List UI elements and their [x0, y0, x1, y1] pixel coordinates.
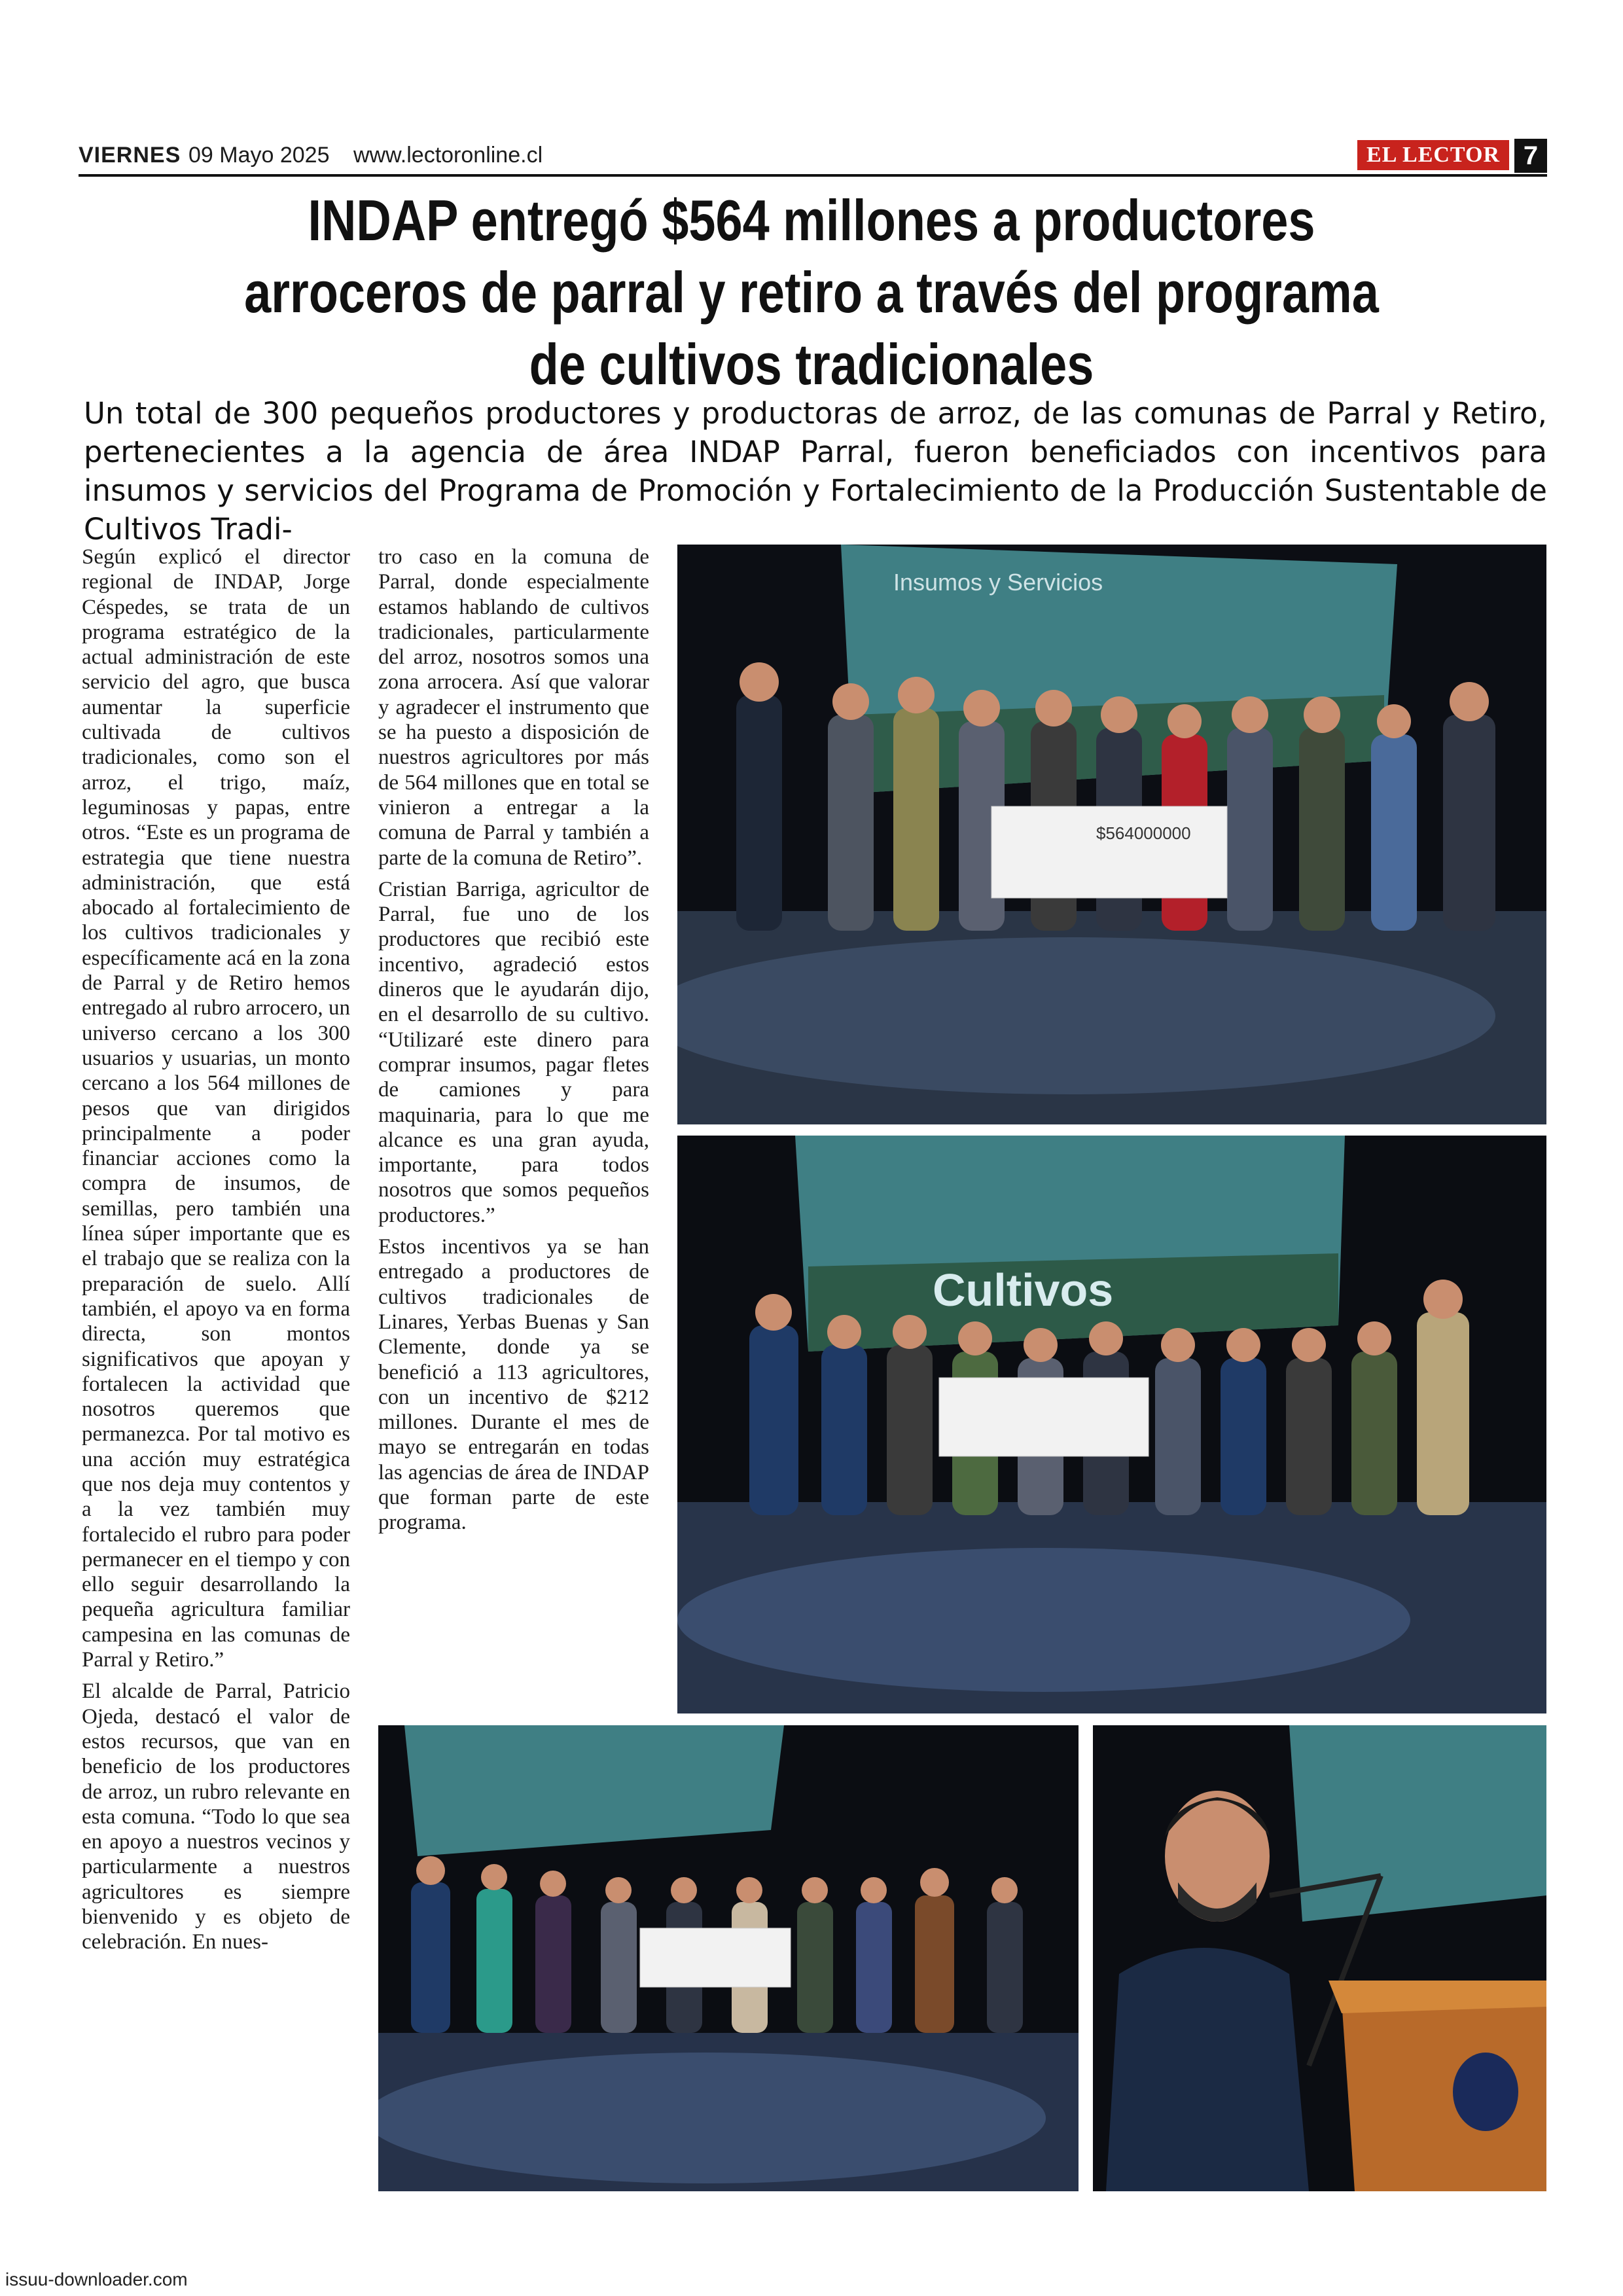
svg-text:Insumos y Servicios: Insumos y Servicios [893, 569, 1103, 596]
header-date: 09 Mayo 2025 [188, 143, 330, 168]
page-header [79, 136, 1547, 175]
speaker-photo [1093, 1725, 1546, 2191]
header-url[interactable]: www.lectoronline.cl [353, 143, 543, 168]
paragraph: Estos incentivos ya se han entregado a productores de cultivos tradicionales de Linares, Yerbas Buenas y San Clemente, donde ya se benefició a 113 agricultores, con un incentivo de $212 millones. Durante el mes de mayo se entregarán en todas las agencias de área de INDAP que forman parte de este programa. [378, 1235, 649, 1535]
paragraph: Cristian Barriga, agricultor de Parral, fue uno de los productores que recibió este incentivo, agradeció estos dineros que le ayudarán dijo, en el desarrollo de su cultivo. “Utilizaré este dinero para comprar insumos, pagar fletes de camiones y para maquinaria, para lo que me alcance es una gran ayuda, importante, para todos nosotros que somos pequeños productores.” [378, 877, 649, 1227]
paragraph: Según explicó el director regional de INDAP, Jorge Céspedes, se trata de un programa estratégico de la actual administración de este servicio del agro, que busca aumentar la superficie cultivada de cultivos tradicionales, como son el arroz, el trigo, maíz, leguminosas y papas, entre otros. “Este es un programa de estrategia que tiene nuestra administración, que está abocado al fortalecimiento de los cultivos tradicionales y específicamente acá en la zona de Parral y de Retiro hemos entregado al rubro arrocero, un universo cercano a los 300 usuarios y usuarias, un monto cercano a los 564 millones de pesos que van dirigidos principalmente a poder financiar acciones como la compra de insumos, de semillas, pero también una línea súper importante que es el trabajo que se realiza con la preparación de suelo. Allí también, el apoyo va en forma directa, son montos significativos que apoyan y fortalecen la actividad que nosotros queremos que permanezca. Por tal motivo es una acción muy estratégica que nos deja muy contentos y a la vez también muy fortalecido el rubro para poder permanecer en el tiempo y con ello seguir desarrollando la pequeña agricultura familiar campesina en las comunas de Parral y Retiro.” [82, 545, 350, 1672]
paragraph: tro caso en la comuna de Parral, donde especialmente estamos hablando de cultivos tradicionales, particularmente del arroz, nosotros somos una zona arrocera. Así que valorar y agradecer el instrumento que se ha puesto a disposición de nuestros agricultores por más de 564 millones que en total se vinieron a entregar a la comuna de Parral y también a parte de la comuna de Retiro”. [378, 545, 649, 870]
header-rule [79, 174, 1547, 177]
article-column-2 [378, 545, 649, 1542]
group-photo-3 [378, 1725, 1079, 2191]
newspaper-logo: EL LECTOR [1357, 140, 1509, 170]
group-photo-2 [677, 1136, 1546, 1713]
svg-text:Cultivos: Cultivos [933, 1265, 1114, 1316]
subtitle: Un total de 300 pequeños productores y productoras de arroz, de las comunas de Parral y Retiro, pertenecientes a la agencia de área INDAP Parral, fueron beneficiados con incentivos para insumos y servicios del Programa de Promoción y Fortalecimiento de la Producción Sustentable de Cultivos Tradi- [84, 396, 1547, 547]
paragraph: El alcalde de Parral, Patricio Ojeda, destacó el valor de estos recursos, que van en beneficio de los productores de arroz, un rubro relevante en esta comuna. “Todo lo que sea en apoyo a nuestros vecinos y particularmente a nuestros agricultores es siempre bienvenido y es objeto de celebración. En nues- [82, 1679, 350, 1954]
header-day: VIERNES [79, 143, 181, 168]
svg-text:$564000000: $564000000 [1096, 823, 1191, 843]
article-column-1 [82, 545, 350, 1962]
footer-source: issuu-downloader.com [5, 2269, 188, 2289]
group-photo-1 [677, 545, 1546, 1124]
page-number: 7 [1514, 139, 1547, 173]
headline: INDAP entregó $564 millones a productores arroceros de parral y retiro a través del programa de cultivos tradicionales [244, 188, 1379, 397]
